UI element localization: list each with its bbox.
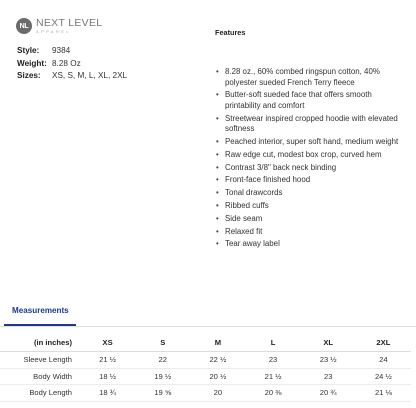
tab-measurements-label: Measurements	[12, 306, 69, 315]
features-title: Features	[215, 28, 246, 37]
feature-item: • Streetwear inspired cropped hoodie with elevated softness	[214, 114, 402, 135]
feature-item: • Relaxed fit	[214, 227, 402, 238]
table-cell: 21 ½	[245, 368, 300, 385]
brand-tagline: APPAREL	[36, 28, 71, 34]
spec-label: Weight:	[17, 58, 47, 68]
brand-name: NEXT LEVEL	[36, 17, 103, 30]
column-header: S	[135, 334, 190, 352]
spec-value: 8.28 Oz	[52, 58, 81, 68]
brand-logo	[16, 18, 102, 34]
table-cell: 21 ⅛	[356, 385, 411, 402]
table-cell: 18 ¾	[80, 385, 135, 402]
row-label: Body Width	[0, 368, 80, 385]
spec-row-weight	[17, 58, 127, 71]
row-label: Body Length	[0, 385, 80, 402]
product-specs	[17, 45, 127, 83]
table-cell: 20 ⅜	[245, 385, 300, 402]
table-cell: 20 ½	[190, 368, 245, 385]
feature-item: • Tear away label	[214, 239, 402, 250]
table-cell: 22 ½	[190, 352, 245, 369]
feature-item: • Contrast 3/8" back neck binding	[214, 163, 402, 174]
spec-value: XS, S, M, L, XL, 2XL	[52, 71, 128, 80]
table-cell: 21 ½	[80, 352, 135, 369]
spec-label: Style:	[17, 46, 40, 55]
feature-item: • Tonal drawcords	[214, 188, 402, 199]
measurements-table	[0, 334, 411, 402]
table-cell: 24	[356, 352, 411, 369]
table-row	[0, 385, 411, 402]
table-cell: 23	[301, 368, 356, 385]
column-header: XS	[80, 334, 135, 352]
tab-measurements[interactable]	[4, 298, 76, 326]
brand-wordmark	[36, 18, 102, 34]
brand-badge-icon: NL	[16, 18, 32, 34]
spec-row-sizes	[17, 70, 127, 83]
column-header: XL	[301, 334, 356, 352]
table-row	[0, 352, 411, 369]
tab-strip	[0, 298, 416, 327]
feature-item: • Butter-soft sueded face that offers smooth printability and comfort	[214, 90, 402, 111]
spec-label: Sizes:	[17, 71, 41, 80]
table-cell: 19 ⅝	[135, 385, 190, 402]
table-cell: 19 ½	[135, 368, 190, 385]
table-cell: 20	[190, 385, 245, 402]
table-cell: 24 ½	[356, 368, 411, 385]
table-cell: 20 ¾	[301, 385, 356, 402]
column-header: M	[190, 334, 245, 352]
feature-item: • Side seam	[214, 214, 402, 225]
feature-item: • Raw edge cut, modest box crop, curved hem	[214, 150, 402, 161]
feature-item: • Ribbed cuffs	[214, 201, 402, 212]
column-header: L	[245, 334, 300, 352]
table-header-row	[0, 334, 411, 352]
feature-item: • Peached interior, super soft hand, medium weight	[214, 137, 402, 148]
features-list	[214, 67, 402, 252]
column-header: (in inches)	[0, 334, 80, 352]
table-cell: 23	[245, 352, 300, 369]
feature-item: • Front-face finished hood	[214, 175, 402, 186]
table-cell: 18 ½	[80, 368, 135, 385]
column-header: 2XL	[356, 334, 411, 352]
table-row	[0, 368, 411, 385]
table-cell: 22	[135, 352, 190, 369]
row-label: Sleeve Length	[0, 352, 80, 369]
table-cell: 23 ½	[301, 352, 356, 369]
spec-row-style	[17, 45, 127, 58]
spec-value: 9384	[52, 46, 71, 55]
feature-item: • 8.28 oz., 60% combed ringspun cotton, 40% polyester sueded French Terry fleece	[214, 67, 402, 88]
